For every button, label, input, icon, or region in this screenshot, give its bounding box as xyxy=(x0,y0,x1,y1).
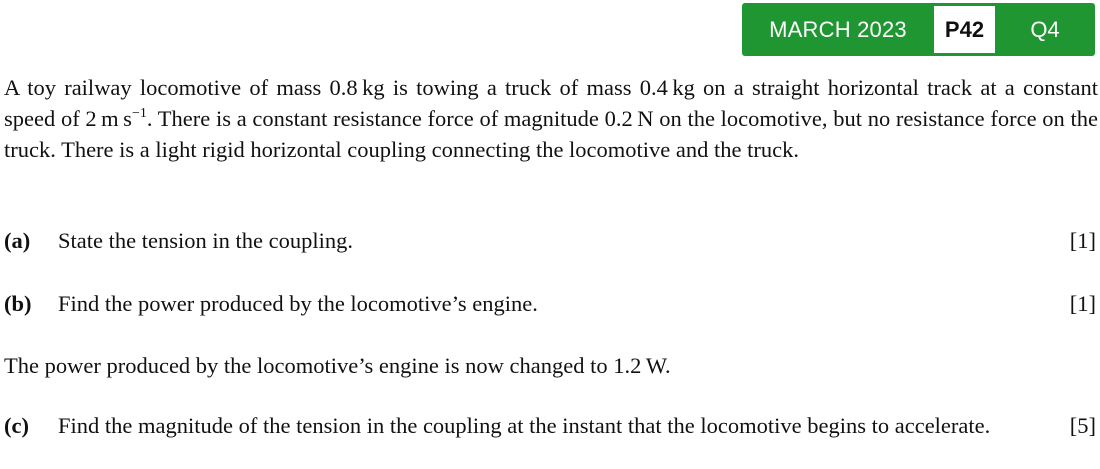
question-intro-paragraph xyxy=(4,72,1098,165)
part-c-text: Find the magnitude of the tension in the coupling at the instant that the locomotive begins to accelerate. xyxy=(58,413,991,438)
power-change-statement: The power produced by the locomotive’s engine is now changed to 1.2 W. xyxy=(4,353,671,378)
part-a-marks: [1] xyxy=(1069,228,1096,253)
part-a-label: (a) xyxy=(4,228,31,253)
part-a-text: State the tension in the coupling. xyxy=(58,228,353,253)
part-c xyxy=(4,410,1098,441)
part-b-text: Find the power produced by the locomotive’s engine. xyxy=(58,291,538,316)
exam-session-label: MARCH 2023 xyxy=(769,16,907,42)
part-b-label: (b) xyxy=(4,291,32,316)
part-a xyxy=(4,225,1098,256)
part-b xyxy=(4,288,1098,319)
part-c-marks: [5] xyxy=(1069,413,1096,438)
question-number-label: Q4 xyxy=(1030,16,1060,42)
part-c-label: (c) xyxy=(4,413,29,438)
intro-text-end: . There is a constant resistance force of magnitude 0.2 N on the locomotive, but no resistance force on the truck. There is a light rigid horizontal coupling connecting the locomotive and the truck. xyxy=(4,106,1098,162)
unit-exponent: −1 xyxy=(131,106,147,121)
paper-number-label: P42 xyxy=(934,6,995,53)
intro-text-start: A toy railway locomotive of mass 0.8 kg is towing a truck of mass 0.4 kg on a straight horizontal track at a constant speed of 2 m s xyxy=(4,75,1098,131)
part-b-marks: [1] xyxy=(1069,291,1096,316)
question-header-badge xyxy=(742,3,1095,56)
